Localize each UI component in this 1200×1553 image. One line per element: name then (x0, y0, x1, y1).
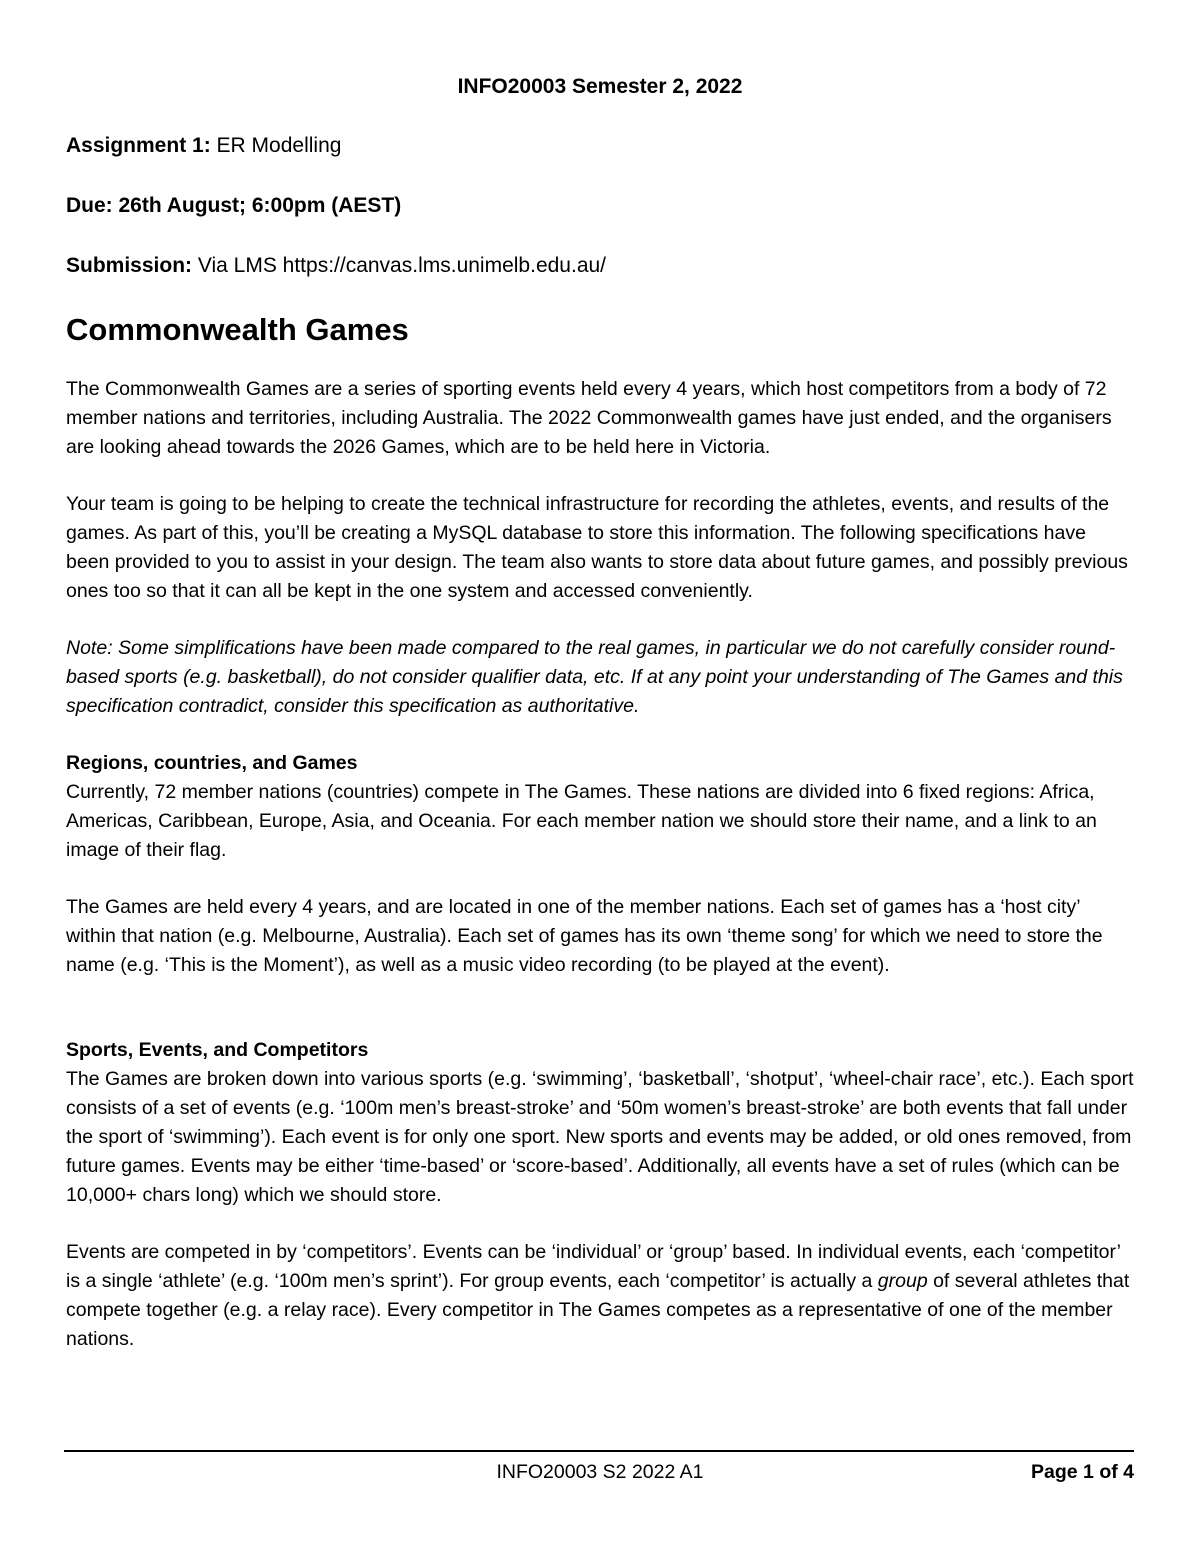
sports-paragraph-2-end: of several athletes that compete together (e.g. a relay race). Every competitor in The Games competes as a representative of one of the member nations. (66, 1270, 1130, 1350)
regions-section (66, 749, 1134, 865)
document-content (66, 72, 1134, 1382)
sports-paragraph-2 (66, 1238, 1134, 1354)
submission-line (66, 251, 1134, 280)
assignment-value: ER Modelling (210, 134, 342, 157)
footer-page-number: Page 1 of 4 (1031, 1461, 1134, 1483)
sports-paragraph-2-emphasis: group (877, 1270, 928, 1292)
sports-paragraph-2-start: Events are competed in by ‘competitors’. Events can be ‘individual’ or ‘group’ based. In individual events, each ‘competitor’ is a single ‘athlete’ (e.g. ‘100m men’s sprint’). For group events, each ‘competitor’ is actually a (66, 1241, 1121, 1292)
footer-course-code: INFO20003 S2 2022 A1 (496, 1461, 704, 1483)
intro-paragraph-1: The Commonwealth Games are a series of sporting events held every 4 years, which host competitors from a body of 72 member nations and territories, including Australia. The 2022 Commonwealth games have just ended, and the organisers are looking ahead towards the 2026 Games, which are to be held here in Victoria. (66, 378, 1112, 458)
sports-heading: Sports, Events, and Competitors (66, 1039, 369, 1061)
regions-paragraph-1: Currently, 72 member nations (countries) compete in The Games. These nations are divided into 6 fixed regions: Africa, Americas, Caribbean, Europe, Asia, and Oceania. For each member nation we should store their name, and a link to an image of their flag. (66, 781, 1097, 861)
regions-heading: Regions, countries, and Games (66, 752, 358, 774)
assignment-line (66, 131, 1134, 160)
document-title: INFO20003 Semester 2, 2022 (457, 75, 743, 98)
submission-label: Submission: (66, 254, 193, 277)
intro-paragraph-2: Your team is going to be helping to create the technical infrastructure for recording the athletes, events, and results of the games. As part of this, you’ll be creating a MySQL database to store this information. The following specifications have been provided to you to assist in your design. The team also wants to store data about future games, and possibly previous ones too so that it can all be kept in the one system and accessed conveniently. (66, 493, 1128, 602)
note-paragraph: Note: Some simplifications have been made compared to the real games, in particular we do not carefully consider round-based sports (e.g. basketball), do not consider qualifier data, etc. If at any point your understanding of The Games and this specification contradict, consider this specification as authoritative. (66, 637, 1123, 717)
sports-section (66, 1036, 1134, 1210)
assignment-label: Assignment 1: (66, 134, 211, 157)
sports-paragraph-1: The Games are broken down into various sports (e.g. ‘swimming’, ‘basketball’, ‘shotput’, ‘wheel-chair race’, etc.). Each sport consists of a set of events (e.g. ‘100m men’s breast-stroke’ and ‘50m women’s breast-stroke’ are both events that fall under the sport of ‘swimming’). Each event is for only one sport. New sports and events may be added, or old ones removed, from future games. Events may be either ‘time-based’ or ‘score-based’. Additionally, all events have a set of rules (which can be 10,000+ chars long) which we should store. (66, 1068, 1134, 1206)
regions-paragraph-2: The Games are held every 4 years, and are located in one of the member nations. Each set of games has a ‘host city’ within that nation (e.g. Melbourne, Australia). Each set of games has its own ‘theme song’ for which we need to store the name (e.g. ‘This is the Moment’), as well as a music video recording (to be played at the event). (66, 896, 1103, 976)
submission-value: Via LMS https://canvas.lms.unimelb.edu.au/ (192, 254, 607, 277)
due-date-line: Due: 26th August; 6:00pm (AEST) (66, 194, 402, 217)
footer-divider (64, 1450, 1134, 1452)
main-heading: Commonwealth Games (66, 312, 409, 347)
spacer (66, 1008, 1134, 1036)
